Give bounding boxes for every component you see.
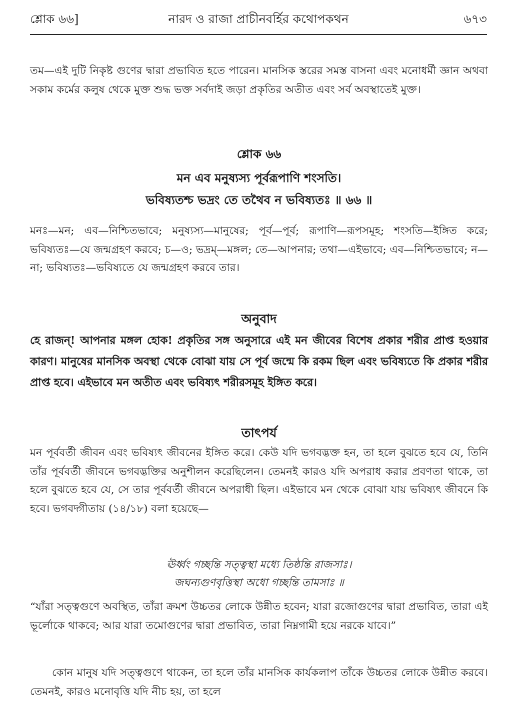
verse-label: শ্লোক ৬৬ [236, 147, 282, 161]
verse-line-2: ভবিষ্যতশ্চ ভদ্রং তে তথৈব ন ভবিষ্যতঃ ॥ ৬৬ ॥ [145, 193, 373, 207]
synonyms-text: মনঃ—মন; এব—নিশ্চিতভাবে; মনুষ্যস্য—মানুষের; পূর্ব—পূর্ব; রূপাণি—রূপসমূহ; শংসতি—ইঙ্গিত করে; ভবিষ্যতঃ—যে জন্মগ্রহণ করবে; চ—ও; ভদ্রম্—মঙ্গল; তে—আপনার; তথা—এইভাবে; এব—নিশ্চিতভাবে; ন—না; ভবিষ্যতঃ—ভবিষ্যতে যে জন্মগ্রহণ করবে তার। [30, 225, 488, 275]
header-verse-ref: শ্লোক ৬৬] [30, 12, 79, 26]
synonyms-block [30, 222, 488, 278]
running-header [30, 8, 487, 30]
purport-block [30, 444, 488, 518]
closing-paragraph-block [30, 664, 488, 701]
translation-heading: অনুবাদ [241, 311, 277, 326]
quote-line-1: ঊর্ধ্বং গচ্ছন্তি সত্ত্বস্থা মধ্যে তিষ্ঠন্তি রাজসাঃ। [166, 559, 352, 571]
page-number: ৬৭৩ [463, 12, 487, 26]
verse-line-1: মন এব মনুষ্যস্য পূর্বরূপাণি শংসতি। [176, 171, 342, 185]
quote-translation-text: “যাঁরা সত্ত্বগুণে অবস্থিত, তাঁরা ক্রমশ উচ্চতর লোকে উন্নীত হবেন; যারা রজোগুণের দ্বারা প্রভাবিত, তারা এই ভূর্লোকে থাকবে; আর যারা তমোগুণের দ্বারা প্রভাবিত, তারা নিম্নগামী হয়ে নরকে যাবে।” [30, 601, 488, 632]
header-divider [30, 34, 487, 35]
header-chapter-title: নারদ ও রাজা প্রাচীনবর্হির কথোপকথন [168, 12, 349, 26]
quote-translation-block [30, 598, 488, 635]
quote-line-2: জঘন্যগুণবৃত্তিস্থা অধো গচ্ছন্তি তামসাঃ ॥ [174, 577, 344, 589]
translation-block [30, 330, 488, 393]
purport-heading: তাৎপর্য [241, 425, 277, 440]
purport-text: মন পূর্ববর্তী জীবন এবং ভবিষ্যৎ জীবনের ইঙ্গিত করে। কেউ যদি ভগবদ্ভক্ত হন, তা হলে বুঝতে হবে যে, তিনি তাঁর পূর্ববর্তী জীবনে ভগবদ্ভক্তির অনুশীলন করেছিলেন। তেমনই কারও যদি অপরাধ করার প্রবণতা থাকে, তা হলে বুঝতে হবে যে, সে তার পূর্ববর্তী জীবনে অপরাধী ছিল। এইভাবে মন থেকে বোঝা যায় ভবিষ্যৎ জীবনে কি হবে। ভগবদ্গীতায় (১৪/১৮) বলা হয়েছে— [30, 447, 488, 515]
intro-paragraph-block [30, 62, 488, 99]
intro-paragraph: তম—এই দুটি নিকৃষ্ট গুণের দ্বারা প্রভাবিত হতে পারেন। মানসিক স্তরের সমস্ত বাসনা এবং মনোধর্মী জ্ঞান অথবা সকাম কর্মের কলুষ থেকে মুক্ত শুদ্ধ ভক্ত সর্বদাই জড়া প্রকৃতির অতীত এবং সর্ব অবস্থাতেই মুক্ত। [30, 65, 488, 96]
closing-paragraph: কোন মানুষ যদি সত্ত্বগুণে থাকেন, তা হলে তাঁর মানসিক কার্যকলাপ তাঁকে উচ্চতর লোকে উন্নীত করবে। তেমনই, কারও মনোবৃত্তি যদি নীচ হয়, তা হলে [30, 667, 488, 698]
translation-text: হে রাজন্! আপনার মঙ্গল হোক! প্রকৃতির সঙ্গ অনুসারে এই মন জীবের বিশেষ প্রকার শরীর প্রাপ্ত হওয়ার কারণ। মানুষের মানসিক অবস্থা থেকে বোঝা যায় সে পূর্ব জন্মে কি রকম ছিল এবং ভবিষ্যতে কি প্রকার শরীর প্রাপ্ত হবে। এইভাবে মন অতীত এবং ভবিষ্যৎ শরীরসমূহ ইঙ্গিত করে। [30, 334, 488, 389]
